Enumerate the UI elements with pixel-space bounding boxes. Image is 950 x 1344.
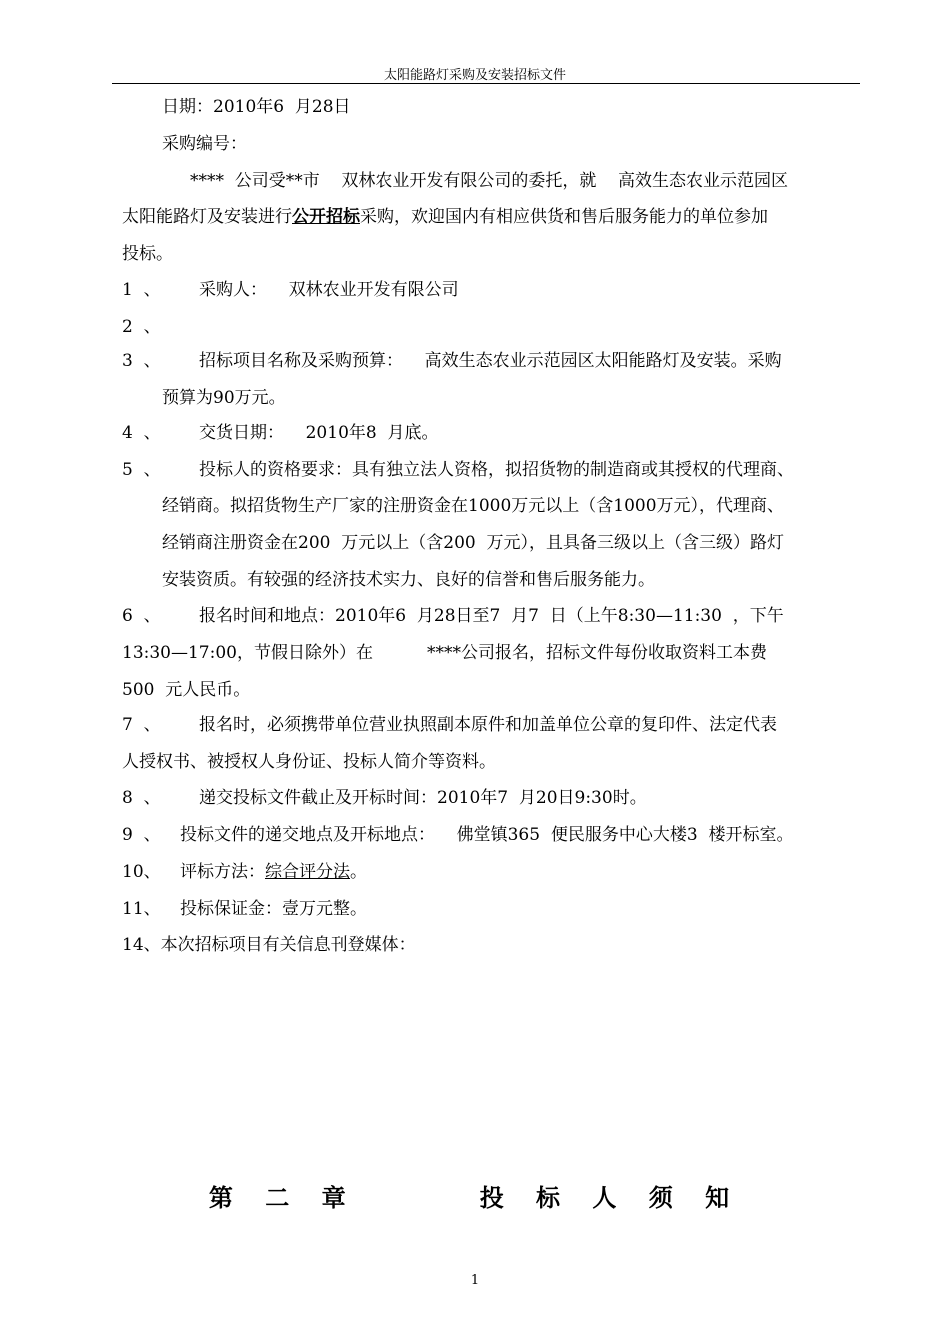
page-number: 1 — [470, 1273, 480, 1288]
item-number: 9 、 — [122, 825, 161, 845]
item-number: 3 、 — [122, 351, 161, 371]
item-text: 评标方法： — [180, 862, 265, 882]
item-14: 14、本次招标项目有关信息刊登媒体： — [122, 935, 416, 955]
item-3-continuation: 预算为90万元。 — [162, 388, 286, 408]
public-tender-emphasis: 公开招标 — [292, 207, 360, 227]
intro-paragraph-line-3: 投标。 — [122, 244, 173, 264]
item-5 — [122, 459, 794, 481]
chapter-heading: 第 二 章 投 标 人 须 知 — [208, 1183, 742, 1212]
item-9 — [122, 824, 794, 846]
item-number: 5 、 — [122, 460, 161, 480]
item-8 — [122, 787, 647, 809]
item-3 — [122, 350, 782, 372]
item-number: 4 、 — [122, 423, 161, 443]
item-7-continuation: 人授权书、被授权人身份证、投标人简介等资料。 — [122, 752, 496, 772]
purchase-number-line: 采购编号： — [162, 134, 247, 154]
item-text: 投标保证金：壹万元整。 — [180, 899, 367, 919]
item-text: 交货日期： 2010年8 月底。 — [199, 423, 439, 443]
item-5-continuation-2: 经销商注册资金在200 万元以上（含200 万元），且具备三级以上（含三级）路灯 — [162, 533, 785, 553]
item-2 — [122, 316, 199, 338]
item-5-continuation-1: 经销商。拟招货物生产厂家的注册资金在1000万元以上（含1000万元），代理商、 — [162, 496, 785, 516]
item-text: 采购人： 双林农业开发有限公司 — [199, 280, 459, 300]
intro-paragraph-line-2 — [122, 206, 768, 228]
item-number: 6 、 — [122, 606, 161, 626]
item-number: 10、 — [122, 862, 161, 882]
item-7 — [122, 714, 777, 736]
item-text: 递交投标文件截止及开标时间：2010年7 月20日9:30时。 — [199, 788, 647, 808]
header-rule — [112, 83, 860, 84]
intro-text-a: 太阳能路灯及安装进行 — [122, 207, 292, 227]
item-1 — [122, 279, 459, 301]
item-number: 11、 — [122, 899, 161, 919]
item-number: 8 、 — [122, 788, 161, 808]
item-6 — [122, 605, 784, 627]
item-text: 投标文件的递交地点及开标地点： 佛堂镇365 便民服务中心大楼3 楼开标室。 — [180, 825, 794, 845]
item-text: 投标人的资格要求：具有独立法人资格，拟招货物的制造商或其授权的代理商、 — [199, 460, 794, 480]
running-header: 太阳能路灯采购及安装招标文件 — [383, 68, 566, 83]
item-number: 1 、 — [122, 280, 161, 300]
item-number: 7 、 — [122, 715, 161, 735]
item-11 — [122, 898, 367, 920]
evaluation-method-link: 综合评分法 — [265, 862, 350, 882]
intro-paragraph-line-1: **** 公司受**市 双林农业开发有限公司的委托，就 高效生态农业示范园区 — [190, 171, 789, 191]
item-10 — [122, 861, 367, 883]
item-4 — [122, 422, 439, 444]
date-line: 日期：2010年6 月28日 — [162, 97, 351, 117]
item-5-continuation-3: 安装资质。有较强的经济技术实力、良好的信誉和售后服务能力。 — [162, 570, 655, 590]
item-6-continuation-2: 500 元人民币。 — [122, 680, 251, 700]
intro-text-c: 采购，欢迎国内有相应供货和售后服务能力的单位参加 — [360, 207, 768, 227]
item-number: 2 、 — [122, 317, 161, 337]
item-text-end: 。 — [350, 862, 367, 882]
item-text: 报名时，必须携带单位营业执照副本原件和加盖单位公章的复印件、法定代表 — [199, 715, 777, 735]
item-text: 报名时间和地点：2010年6 月28日至7 月7 日（上午8:30—11:30 ，下午 — [199, 606, 784, 626]
item-text: 招标项目名称及采购预算： 高效生态农业示范园区太阳能路灯及安装。采购 — [199, 351, 782, 371]
item-6-continuation-1: 13:30—17:00，节假日除外）在 ****公司报名，招标文件每份收取资料工本费 — [122, 643, 768, 663]
